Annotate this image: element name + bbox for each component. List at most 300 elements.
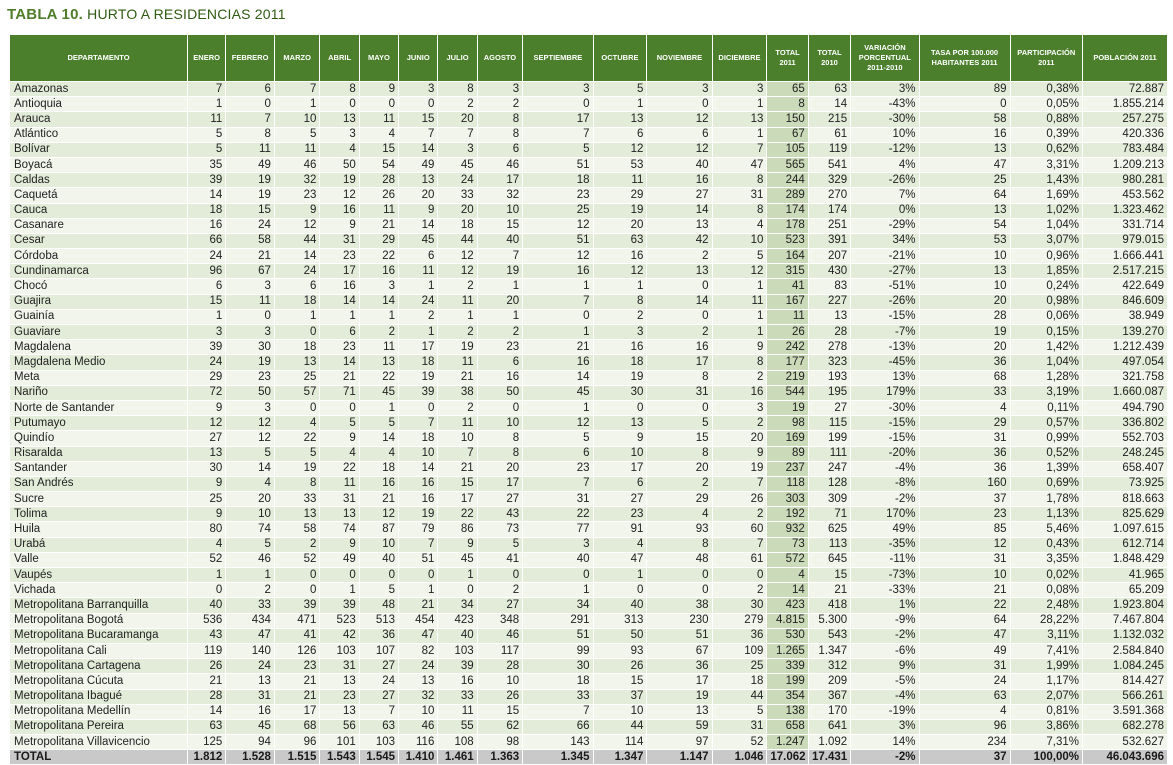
table-cell: 2.584.840	[1083, 643, 1168, 658]
theft-residences-table	[9, 34, 1168, 765]
table-cell: 114	[593, 735, 647, 750]
table-cell: 41	[274, 628, 320, 643]
column-header: ENERO	[187, 35, 225, 82]
table-cell: 36	[919, 355, 1010, 370]
table-cell: 14	[274, 249, 320, 264]
department-name-cell: Vaupés	[10, 568, 188, 583]
table-cell: 58	[919, 112, 1010, 127]
table-cell: 107	[359, 643, 398, 658]
table-cell: 11	[438, 294, 477, 309]
table-cell: 18	[438, 218, 477, 233]
table-cell: 23	[320, 249, 359, 264]
table-cell: 309	[808, 492, 850, 507]
table-cell: 1	[399, 325, 438, 340]
table-cell: 48	[359, 598, 398, 613]
table-cell: 7%	[851, 188, 919, 203]
table-cell: 49%	[851, 522, 919, 537]
table-cell: 454	[399, 613, 438, 628]
table-cell: 11	[359, 112, 398, 127]
table-cell: 8	[712, 203, 767, 218]
department-name-cell: Caquetá	[10, 188, 188, 203]
table-cell: 13	[593, 112, 647, 127]
column-header: TOTAL 2011	[767, 35, 808, 82]
table-cell: 56	[320, 719, 359, 734]
table-cell: 430	[808, 264, 850, 279]
table-cell: 20	[477, 294, 523, 309]
table-cell: 96	[187, 264, 225, 279]
table-cell: 530	[767, 628, 808, 643]
table-cell: 21	[399, 598, 438, 613]
table-cell: 31	[320, 659, 359, 674]
table-row	[10, 309, 1168, 324]
table-cell: 12	[438, 264, 477, 279]
table-cell: 89	[919, 82, 1010, 97]
column-header: JUNIO	[399, 35, 438, 82]
table-cell: 37	[919, 492, 1010, 507]
table-cell: 1	[399, 583, 438, 598]
table-cell: 8	[477, 112, 523, 127]
table-cell: 22	[320, 461, 359, 476]
table-cell: 9	[187, 476, 225, 491]
table-cell: 31	[712, 719, 767, 734]
table-cell: 20	[226, 492, 275, 507]
table-cell: 15	[808, 568, 850, 583]
table-cell: 41	[767, 279, 808, 294]
table-cell: 13	[320, 507, 359, 522]
column-header: PARTICIPACIÓN 2011	[1010, 35, 1082, 82]
table-cell: 2,07%	[1010, 689, 1082, 704]
table-cell: 7,31%	[1010, 735, 1082, 750]
table-cell: 13	[187, 446, 225, 461]
table-cell: 336.802	[1083, 416, 1168, 431]
table-cell: 17	[477, 476, 523, 491]
department-name-cell: Risaralda	[10, 446, 188, 461]
table-cell: 16	[399, 492, 438, 507]
table-cell: 21	[359, 218, 398, 233]
table-cell: 31	[320, 233, 359, 248]
table-cell: 9	[187, 400, 225, 415]
table-cell: 25	[274, 370, 320, 385]
table-cell: 2	[399, 309, 438, 324]
department-name-cell: Nariño	[10, 385, 188, 400]
table-cell: 0,62%	[1010, 142, 1082, 157]
table-cell: 46	[477, 157, 523, 172]
table-cell: 12	[647, 112, 712, 127]
table-cell: 8	[712, 173, 767, 188]
table-cell: 45	[438, 552, 477, 567]
table-cell: 291	[523, 613, 593, 628]
table-cell: 1.097.615	[1083, 522, 1168, 537]
table-cell: 234	[919, 735, 1010, 750]
table-cell: 19	[477, 264, 523, 279]
total-cell: 100,00%	[1010, 750, 1082, 765]
table-cell: 2	[647, 249, 712, 264]
table-cell: 13%	[851, 370, 919, 385]
table-cell: 10	[226, 507, 275, 522]
table-cell: 2	[593, 309, 647, 324]
table-cell: 8	[226, 127, 275, 142]
table-cell: 139.270	[1083, 325, 1168, 340]
table-cell: 22	[919, 598, 1010, 613]
table-cell: 13	[274, 507, 320, 522]
table-cell: 23	[320, 340, 359, 355]
total-cell: 1.812	[187, 750, 225, 765]
table-cell: 93	[593, 643, 647, 658]
table-cell: 116	[399, 735, 438, 750]
department-name-cell: Chocó	[10, 279, 188, 294]
table-cell: 53	[919, 233, 1010, 248]
table-cell: 8	[647, 537, 712, 552]
table-cell: 36	[919, 461, 1010, 476]
department-name-cell: Arauca	[10, 112, 188, 127]
table-cell: 39	[320, 598, 359, 613]
table-cell: 52	[712, 735, 767, 750]
table-cell: 7	[226, 112, 275, 127]
table-cell: 30	[712, 598, 767, 613]
table-cell: 0	[523, 309, 593, 324]
table-cell: 7	[477, 249, 523, 264]
table-cell: 0	[399, 568, 438, 583]
table-cell: 3.591.368	[1083, 704, 1168, 719]
department-name-cell: Metropolitana Pereira	[10, 719, 188, 734]
table-cell: 1,78%	[1010, 492, 1082, 507]
table-cell: 4.815	[767, 613, 808, 628]
table-cell: 0	[274, 583, 320, 598]
table-row	[10, 719, 1168, 734]
table-cell: 7	[523, 294, 593, 309]
table-cell: 6	[187, 279, 225, 294]
table-cell: 31	[647, 385, 712, 400]
table-cell: 1	[593, 97, 647, 112]
department-name-cell: Cauca	[10, 203, 188, 218]
table-cell: 348	[477, 613, 523, 628]
table-cell: 14	[647, 294, 712, 309]
table-cell: 11	[712, 294, 767, 309]
table-cell: 12	[593, 142, 647, 157]
table-cell: 3,07%	[1010, 233, 1082, 248]
table-cell: 7	[523, 127, 593, 142]
table-cell: 17	[274, 704, 320, 719]
total-cell: 1.347	[593, 750, 647, 765]
table-cell: 14	[808, 97, 850, 112]
table-cell: 73	[767, 537, 808, 552]
table-row	[10, 704, 1168, 719]
table-cell: -6%	[851, 643, 919, 658]
table-cell: 6	[593, 476, 647, 491]
table-cell: 7	[399, 537, 438, 552]
department-name-cell: Metropolitana Barranquilla	[10, 598, 188, 613]
table-cell: 38.949	[1083, 309, 1168, 324]
table-cell: 28,22%	[1010, 613, 1082, 628]
department-name-cell: Metropolitana Bogotá	[10, 613, 188, 628]
table-cell: 49	[226, 157, 275, 172]
table-cell: 315	[767, 264, 808, 279]
table-cell: 19	[399, 507, 438, 522]
table-cell: 36	[359, 628, 398, 643]
table-row	[10, 340, 1168, 355]
table-cell: 5	[187, 142, 225, 157]
table-cell: 2	[647, 476, 712, 491]
table-cell: 8	[647, 370, 712, 385]
total-row	[10, 750, 1168, 765]
table-cell: 14	[399, 142, 438, 157]
table-cell: -21%	[851, 249, 919, 264]
table-cell: 3	[320, 127, 359, 142]
table-cell: 10	[919, 279, 1010, 294]
table-cell: 60	[712, 522, 767, 537]
table-cell: 24	[399, 294, 438, 309]
table-row	[10, 264, 1168, 279]
table-cell: 11	[438, 416, 477, 431]
table-cell: 6	[477, 142, 523, 157]
department-name-cell: Cundinamarca	[10, 264, 188, 279]
table-cell: 72	[187, 385, 225, 400]
table-cell: 29	[187, 370, 225, 385]
table-cell: 19	[399, 370, 438, 385]
table-row	[10, 112, 1168, 127]
table-cell: 61	[808, 127, 850, 142]
table-cell: 17	[647, 355, 712, 370]
table-cell: 12	[359, 507, 398, 522]
table-cell: 10	[593, 704, 647, 719]
table-cell: 13	[919, 264, 1010, 279]
table-cell: 195	[808, 385, 850, 400]
table-cell: 27	[187, 431, 225, 446]
table-cell: 19	[226, 355, 275, 370]
table-cell: 16	[320, 279, 359, 294]
table-cell: 0,57%	[1010, 416, 1082, 431]
table-cell: 67	[767, 127, 808, 142]
table-cell: 3	[187, 325, 225, 340]
table-cell: 1.132.032	[1083, 628, 1168, 643]
table-cell: -43%	[851, 97, 919, 112]
table-cell: 1	[226, 568, 275, 583]
table-cell: 35	[187, 157, 225, 172]
table-cell: 641	[808, 719, 850, 734]
table-cell: 18	[274, 340, 320, 355]
table-cell: 1.666.441	[1083, 249, 1168, 264]
table-cell: 0%	[851, 203, 919, 218]
table-cell: 0,88%	[1010, 112, 1082, 127]
department-name-cell: Magdalena Medio	[10, 355, 188, 370]
table-cell: 0,81%	[1010, 704, 1082, 719]
table-cell: 7	[712, 537, 767, 552]
table-cell: 10	[399, 446, 438, 461]
table-cell: 10	[438, 431, 477, 446]
table-cell: 1,04%	[1010, 218, 1082, 233]
table-cell: 85	[919, 522, 1010, 537]
table-cell: 40	[523, 552, 593, 567]
table-cell: 625	[808, 522, 850, 537]
table-cell: 96	[919, 719, 1010, 734]
department-name-cell: Caldas	[10, 173, 188, 188]
table-cell: 7	[523, 476, 593, 491]
table-cell: 24	[226, 659, 275, 674]
table-cell: 23	[320, 689, 359, 704]
table-cell: 7	[187, 82, 225, 97]
table-cell: 814.427	[1083, 674, 1168, 689]
table-cell: 28	[919, 309, 1010, 324]
table-cell: 14	[320, 294, 359, 309]
table-cell: 160	[919, 476, 1010, 491]
table-cell: 8	[477, 446, 523, 461]
table-cell: 40	[438, 628, 477, 643]
table-cell: 471	[274, 613, 320, 628]
table-cell: 12	[523, 416, 593, 431]
table-cell: 64	[919, 613, 1010, 628]
table-cell: 536	[187, 613, 225, 628]
table-cell: 418	[808, 598, 850, 613]
table-row	[10, 188, 1168, 203]
table-cell: 0	[359, 568, 398, 583]
table-row	[10, 385, 1168, 400]
table-cell: 682.278	[1083, 719, 1168, 734]
table-cell: 71	[320, 385, 359, 400]
table-cell: 39	[187, 173, 225, 188]
table-cell: 4	[919, 400, 1010, 415]
table-cell: 91	[593, 522, 647, 537]
table-cell: 0	[187, 583, 225, 598]
table-cell: 16	[320, 203, 359, 218]
total-cell: 1.410	[399, 750, 438, 765]
table-cell: 46	[477, 628, 523, 643]
total-cell: 17.431	[808, 750, 850, 765]
table-cell: 22	[359, 249, 398, 264]
table-cell: 101	[320, 735, 359, 750]
table-cell: 4	[712, 218, 767, 233]
table-cell: 27	[593, 492, 647, 507]
table-cell: 0	[712, 568, 767, 583]
table-row	[10, 203, 1168, 218]
table-cell: 3	[226, 279, 275, 294]
table-cell: 44	[712, 689, 767, 704]
table-cell: 4	[919, 704, 1010, 719]
table-cell: 13	[399, 674, 438, 689]
table-cell: 63	[359, 719, 398, 734]
table-row	[10, 568, 1168, 583]
table-cell: 612.714	[1083, 537, 1168, 552]
table-cell: 1.848.429	[1083, 552, 1168, 567]
table-cell: 6	[320, 325, 359, 340]
table-cell: 18	[712, 674, 767, 689]
table-cell: 15	[477, 218, 523, 233]
table-cell: 0,02%	[1010, 568, 1082, 583]
table-cell: 15	[593, 674, 647, 689]
table-cell: 31	[712, 188, 767, 203]
table-cell: 15	[187, 294, 225, 309]
table-cell: 11	[226, 294, 275, 309]
table-cell: 125	[187, 735, 225, 750]
table-cell: 9	[438, 537, 477, 552]
table-cell: 10	[712, 233, 767, 248]
table-cell: 7	[712, 142, 767, 157]
table-cell: 42	[647, 233, 712, 248]
table-cell: 52	[187, 552, 225, 567]
table-cell: 44	[438, 233, 477, 248]
table-cell: 11	[438, 355, 477, 370]
table-cell: 24	[187, 355, 225, 370]
table-cell: 179%	[851, 385, 919, 400]
table-cell: 199	[767, 674, 808, 689]
table-cell: 3	[399, 82, 438, 97]
table-cell: -30%	[851, 112, 919, 127]
table-cell: 109	[712, 643, 767, 658]
table-cell: 0,98%	[1010, 294, 1082, 309]
table-cell: 4	[767, 568, 808, 583]
table-cell: -29%	[851, 218, 919, 233]
table-cell: 16	[187, 218, 225, 233]
table-cell: 8	[477, 127, 523, 142]
table-cell: 39	[187, 340, 225, 355]
table-cell: 932	[767, 522, 808, 537]
department-name-cell: Guaviare	[10, 325, 188, 340]
table-cell: 5	[477, 537, 523, 552]
table-cell: 10	[477, 203, 523, 218]
table-cell: 13	[647, 264, 712, 279]
table-cell: 40	[359, 552, 398, 567]
table-cell: 0	[320, 97, 359, 112]
table-cell: 0,38%	[1010, 82, 1082, 97]
table-cell: 10	[477, 416, 523, 431]
table-cell: 174	[808, 203, 850, 218]
table-cell: 7	[274, 82, 320, 97]
table-cell: 5	[647, 416, 712, 431]
table-row	[10, 400, 1168, 415]
table-cell: 1,28%	[1010, 370, 1082, 385]
table-cell: 11	[359, 203, 398, 218]
table-cell: 199	[808, 431, 850, 446]
department-name-cell: Santander	[10, 461, 188, 476]
table-cell: -45%	[851, 355, 919, 370]
table-cell: 23	[523, 461, 593, 476]
table-cell: 20	[593, 218, 647, 233]
table-row	[10, 735, 1168, 750]
table-cell: 1	[523, 279, 593, 294]
table-cell: 47	[399, 628, 438, 643]
table-cell: 1	[320, 583, 359, 598]
table-cell: 523	[767, 233, 808, 248]
table-cell: 65	[767, 82, 808, 97]
table-cell: 339	[767, 659, 808, 674]
table-cell: 16	[593, 340, 647, 355]
table-cell: 9	[593, 431, 647, 446]
table-cell: 11	[320, 476, 359, 491]
total-cell: 1.461	[438, 750, 477, 765]
table-cell: 43	[187, 628, 225, 643]
table-cell: 33	[226, 598, 275, 613]
table-cell: 19	[274, 461, 320, 476]
table-cell: 5	[523, 431, 593, 446]
table-cell: -33%	[851, 583, 919, 598]
table-cell: 83	[808, 279, 850, 294]
table-cell: 27	[647, 188, 712, 203]
table-cell: 63	[919, 689, 1010, 704]
table-cell: 12	[593, 264, 647, 279]
table-cell: 1	[438, 568, 477, 583]
table-cell: 3	[712, 400, 767, 415]
table-cell: 20	[438, 203, 477, 218]
table-cell: 237	[767, 461, 808, 476]
table-cell: 51	[647, 628, 712, 643]
table-cell: -2%	[851, 628, 919, 643]
department-name-cell: Metropolitana Cúcuta	[10, 674, 188, 689]
table-cell: 16	[919, 127, 1010, 142]
table-cell: 12	[712, 264, 767, 279]
column-header: TASA POR 100.000 HABITANTES 2011	[919, 35, 1010, 82]
table-cell: 38	[647, 598, 712, 613]
total-cell: 1.046	[712, 750, 767, 765]
table-cell: 33	[438, 188, 477, 203]
